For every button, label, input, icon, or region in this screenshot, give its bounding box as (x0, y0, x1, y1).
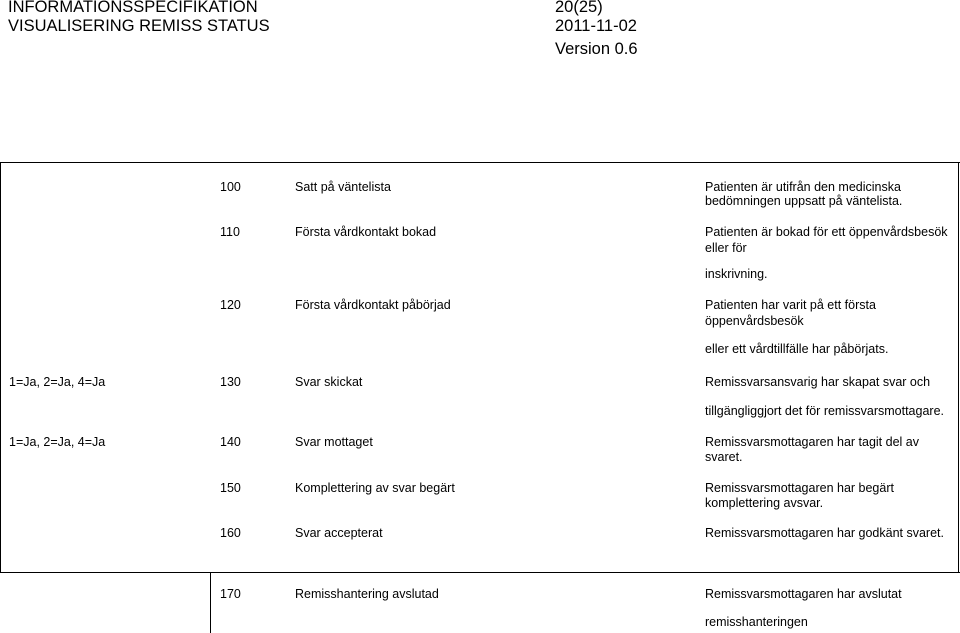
status-description: Remissvarsmottagaren har godkänt svaret. (705, 526, 944, 540)
status-name: Första vårdkontakt bokad (295, 225, 437, 239)
section-divider (210, 572, 211, 633)
status-code: 140 (220, 435, 241, 449)
status-name: Svar skickat (295, 375, 363, 389)
status-code: 100 (220, 180, 241, 194)
status-description: komplettering avsvar. (705, 496, 824, 510)
status-description: remisshanteringen (705, 615, 808, 629)
status-code: 110 (220, 225, 240, 239)
status-condition: 1=Ja, 2=Ja, 4=Ja (9, 375, 106, 389)
status-name: Remisshantering avslutad (295, 587, 439, 601)
status-name: Komplettering av svar begärt (295, 481, 455, 495)
status-name: Svar accepterat (295, 526, 383, 540)
page-number: 20(25) (555, 0, 603, 16)
document-date: 2011-11-02 (555, 17, 637, 35)
table-left-border (0, 162, 1, 573)
status-description: bedömningen uppsatt på väntelista. (705, 194, 903, 208)
status-code: 150 (220, 481, 241, 495)
status-description: Remissvarsmottagaren har begärt (705, 481, 894, 495)
status-description: Patienten har varit på ett första (705, 298, 876, 312)
status-name: Satt på väntelista (295, 180, 391, 194)
status-code: 130 (220, 375, 241, 389)
status-name: Svar mottaget (295, 435, 373, 449)
status-description: tillgängliggjort det för remissvarsmottagare. (705, 404, 944, 418)
status-condition: 1=Ja, 2=Ja, 4=Ja (9, 435, 106, 449)
status-description: Patienten är bokad för ett öppenvårdsbesök (705, 225, 948, 239)
status-description: inskrivning. (705, 267, 768, 281)
status-description: Patienten är utifrån den medicinska (705, 180, 901, 194)
status-name: Första vårdkontakt påbörjad (295, 298, 451, 312)
status-description: Remissvarsansvarig har skapat svar och (705, 375, 931, 389)
spec-title: INFORMATIONSSPECIFIKATION (8, 0, 258, 16)
table-bottom-border (0, 572, 960, 573)
status-code: 160 (220, 526, 241, 540)
status-description: eller ett vårdtillfälle har påbörjats. (705, 342, 889, 356)
status-description: öppenvårdsbesök (705, 314, 804, 328)
status-code: 170 (220, 587, 241, 601)
document-version: Version 0.6 (555, 40, 638, 58)
status-description: Remissvarsmottagaren har tagit del av (705, 435, 919, 449)
status-code: 120 (220, 298, 241, 312)
document-subtitle: VISUALISERING REMISS STATUS (8, 17, 270, 35)
status-description: Remissvarsmottagaren har avslutat (705, 587, 902, 601)
status-description: svaret. (705, 450, 743, 464)
status-description: eller för (705, 241, 747, 255)
table-top-border (0, 162, 960, 163)
table-right-border (958, 162, 959, 573)
